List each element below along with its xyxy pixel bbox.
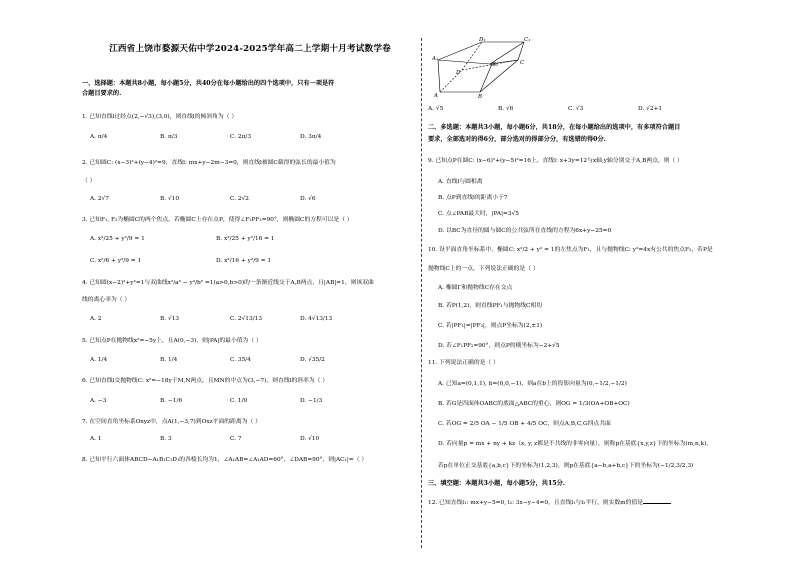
- q11-option-d-cont: 若p在单位正交基底{a,b,c}下的坐标为(1,2,3)，则p在基底{a−b,a+b,c}下的坐标为(−1/2,3/2,3): [438, 463, 694, 469]
- section-1-heading: 一、选择题：本题共8小题，每小题5分，共40分在每小题给出的四个选项中，只有一项是符: [82, 80, 335, 87]
- q10-option-d[interactable]: D. 若∠F₁PF₂=90°，则点P的横坐标为−2+√5: [438, 343, 560, 349]
- q10-option-b[interactable]: B. 若P(1,2)，则直线PF₁与抛物线C相切: [438, 303, 543, 309]
- label-d: D: [456, 70, 461, 76]
- q5-option-d[interactable]: D. √35/2: [300, 357, 325, 363]
- q11-option-d[interactable]: D. 若向量p = mx + ny + kz（x, y, z都是不共线的非零向量），则称p在基底{x,y,z}下的坐标为(m,n,k)，: [438, 441, 713, 447]
- q9-option-c[interactable]: C. 点∠PAB最大时，|PA|=3√5: [438, 211, 519, 217]
- q8-option-a[interactable]: A. √5: [428, 106, 444, 112]
- q5-option-c[interactable]: C. 35/4: [230, 357, 251, 363]
- q6-option-c[interactable]: C. 1/9: [230, 398, 248, 404]
- q4-option-d[interactable]: D. 4√13/13: [300, 316, 333, 322]
- q11-option-c[interactable]: C. 若OG = 2/5 OA − 1/5 OB + 4/5 OC，则点A,B,C,G四点共面: [438, 421, 611, 427]
- q1-option-b[interactable]: B. π/3: [160, 134, 178, 140]
- q3-option-a[interactable]: A. x²/25 + y²/9 = 1: [90, 236, 145, 242]
- q9-option-b[interactable]: B. 点P到直线l的距离小于7: [438, 195, 508, 201]
- left-column: [82, 0, 418, 562]
- section-2-heading: 二、多选题：本题共3小题，每小题6分，共18分，在每小题给出的选项中，有多项符合题目: [428, 124, 681, 131]
- question-8: 8. 已知平行六面体ABCD−A₁B₁C₁D₁的各棱长均为1，∠A₁AB=∠A₁AD=60°，∠DAB=90°，则|AC₁|=（ ）: [82, 457, 368, 463]
- q11-option-a[interactable]: A. 已知a=(0,1,1), b=(0,0,−1)，则a在b上的投影向量为(0,−1/2,−1/2): [438, 381, 627, 387]
- q12-answer-blank[interactable]: [643, 497, 671, 504]
- question-2: 2. 已知圆C: (x−3)²+(y−4)²=9，直线l: mx+y−2m−3=0，则直线l被圆C截得的弦长的最小值为: [82, 160, 336, 166]
- q10-option-c[interactable]: C. 若|PF₁|=|PF₂|，则点P坐标为(2,±1): [438, 323, 543, 329]
- label-a: A: [434, 93, 438, 98]
- q4-option-b[interactable]: B. √13: [160, 316, 180, 322]
- q2-option-c[interactable]: C. 2√2: [230, 196, 249, 202]
- question-10-cont: 抛物线C上的一点，下列说法正确的是（ ）: [428, 266, 539, 272]
- section-1-heading-cont: 合题目要求的.: [82, 90, 122, 97]
- question-7: 7. 在空间直角坐标系Oxyz中，点A(1,−3,7)到Oxz平面的距离为（ ）: [82, 419, 261, 425]
- q8-option-c[interactable]: C. √3: [568, 106, 584, 112]
- question-4-cont: 线的离心率为（ ）: [82, 297, 131, 303]
- label-c1: C₁: [524, 37, 531, 43]
- q7-option-b[interactable]: B. 3: [160, 436, 172, 442]
- question-10: 10. 设平面直角坐标系中，椭圆C: x²/2 + y² = 1的左焦点为F₁，且与抛物线C: y²=4x有公共的焦点F₂，若P是: [428, 247, 713, 253]
- column-divider: [421, 38, 422, 548]
- question-3: 3. 已知F₁, F₂为椭圆C的两个焦点，若椭圆C上存在点P，使得∠F₁PF₂=90°，则椭圆C的方程可以是（ ）: [82, 217, 353, 223]
- label-c: C: [520, 60, 525, 66]
- question-9: 9. 已知点P在圆C: (x−6)²+(y−5)²=16上，直线l: x+3y=12与x轴,y轴分别交于A,B两点，则（ ）: [428, 158, 683, 164]
- label-a1: A₁: [432, 56, 439, 62]
- q8-option-d[interactable]: D. √2+1: [638, 106, 663, 112]
- page-title: 江西省上饶市婺源天佑中学2024-2025学年高二上学期十月考试数学卷: [109, 44, 391, 54]
- question-11: 11. 下列说法正确的是（ ）: [428, 360, 499, 366]
- q3-option-d[interactable]: D. x²/16 + y²/9 = 1: [216, 258, 272, 264]
- q3-option-b[interactable]: B. x²/25 + y²/16 = 1: [216, 236, 275, 242]
- label-b: B: [478, 94, 483, 98]
- q2-option-b[interactable]: B. √10: [160, 196, 180, 202]
- q6-option-a[interactable]: A. −3: [90, 398, 107, 404]
- q8-option-b[interactable]: B. √6: [498, 106, 514, 112]
- label-d1: D₁: [479, 37, 486, 43]
- q5-option-a[interactable]: A. 1/4: [90, 357, 108, 363]
- q6-option-d[interactable]: D. −1/3: [300, 398, 323, 404]
- label-b1: B₁: [492, 62, 499, 68]
- question-12: [428, 497, 671, 507]
- q2-option-d[interactable]: D. √6: [300, 196, 316, 202]
- q1-option-a[interactable]: A. π/4: [90, 134, 108, 140]
- q1-option-c[interactable]: C. 2π/3: [230, 134, 252, 140]
- q2-option-a[interactable]: A. 2√7: [90, 196, 109, 202]
- question-1: 1. 已知直线l过经点(2,−√3),(3,0)，则直线l的倾斜角为（ ）: [82, 114, 238, 120]
- question-12-text: 12. 已知直线l₁: mx+y−5=0, l₂: 3x−y−4=0，且直线l₁与l₂平行，则实数m的值是: [428, 500, 644, 506]
- q1-option-d[interactable]: D. 3π/4: [300, 134, 322, 140]
- section-2-heading-cont: 要求，全部选对的得6分，部分选对的得部分分，有选错的得0分.: [428, 136, 606, 143]
- parallelepiped-figure: [432, 36, 532, 98]
- question-2-cont: （ ）: [82, 178, 96, 184]
- section-3-heading: 三、填空题：本题共3小题，每小题5分，共15分.: [428, 480, 565, 487]
- q6-option-b[interactable]: B. −1/6: [160, 398, 183, 404]
- q9-option-a[interactable]: A. 直线l与圆相离: [438, 179, 483, 185]
- q3-option-c[interactable]: C. x²/6 + y²/9 = 1: [90, 258, 142, 264]
- question-6: 6. 已知直线l交抛物线C: x²=−18y于M,N两点，且MN的中点为(3,−7)，则直线l的斜率为（ ）: [82, 378, 329, 384]
- question-5: 5. 已知点P在抛物线x²=−5y上，且A(0,−3)，则|PA|的最小值为（ ）: [82, 338, 262, 344]
- right-column: [424, 0, 724, 562]
- q4-option-c[interactable]: C. 2√13/13: [230, 316, 263, 322]
- q10-option-a[interactable]: A. 椭圆Γ和抛物线C存在交点: [438, 285, 513, 291]
- q11-option-b[interactable]: B. 若G是四面体OABC的底面△ABC的重心，则OG = 1/3(OA+OB+OC): [438, 401, 630, 407]
- q7-option-c[interactable]: C. 7: [230, 436, 242, 442]
- q7-option-a[interactable]: A. 1: [90, 436, 102, 442]
- q9-option-d[interactable]: D. 以BC为直径的圆与圆C的公共弦所在直线的方程为6x+y−25=0: [438, 228, 612, 234]
- q5-option-b[interactable]: B. 1/4: [160, 357, 178, 363]
- q4-option-a[interactable]: A. 2: [90, 316, 102, 322]
- q7-option-d[interactable]: D. √10: [300, 436, 320, 442]
- question-4: 4. 已知圆(x−2)²+y²=1与双曲线x²/a² − y²/b² =1(a>0,b>0)的一条渐近线交于A,B两点，且|AB|=1，则该双曲: [82, 280, 374, 286]
